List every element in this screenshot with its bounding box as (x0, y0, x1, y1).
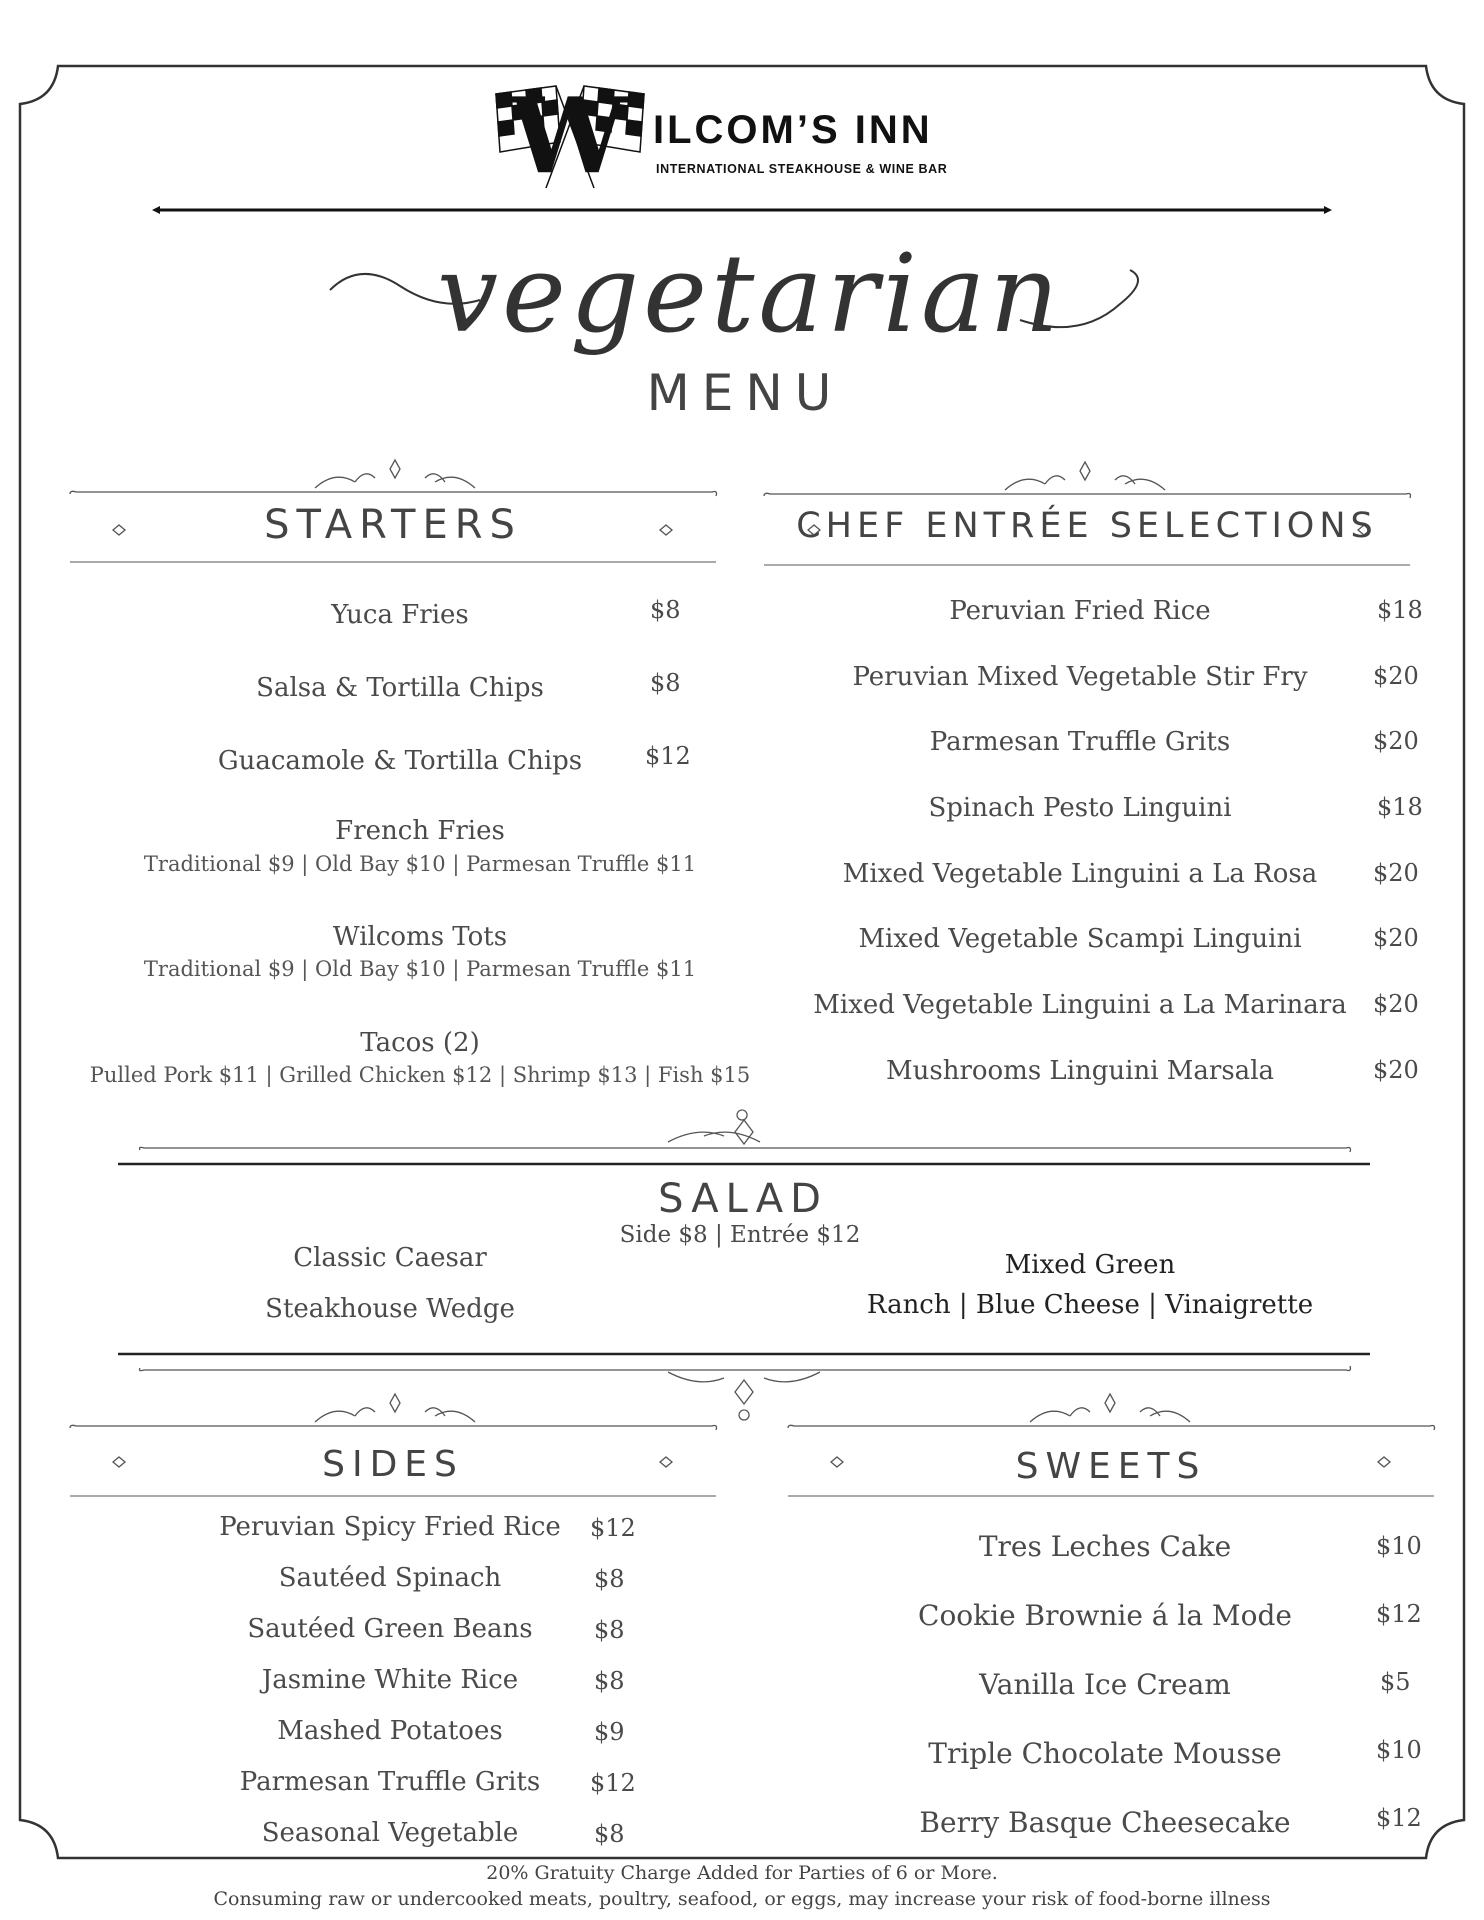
brand-name: ILCOM’S INN (653, 108, 933, 152)
starter-variant-options: Traditional $9 | Old Bay $10 | Parmesan Truffle $11 (143, 852, 697, 876)
entree-item-name: Mixed Vegetable Linguini a La Rosa (842, 859, 1318, 889)
entree-item-price: $18 (1377, 596, 1423, 624)
starters-heading: STARTERS (264, 502, 522, 548)
side-item-name: Mashed Potatoes (277, 1716, 503, 1746)
salad-item-name: Steakhouse Wedge (265, 1294, 515, 1324)
side-item-name: Peruvian Spicy Fried Rice (219, 1512, 561, 1542)
sweet-item-name: Triple Chocolate Mousse (928, 1737, 1282, 1770)
starter-item-price: $12 (645, 742, 691, 770)
entree-item-name: Mushrooms Linguini Marsala (885, 1056, 1275, 1086)
entree-item-name: Spinach Pesto Linguini (928, 793, 1232, 823)
page-subtitle: MENU (646, 364, 844, 422)
entree-item-price: $20 (1373, 990, 1419, 1018)
salad-dressing-options: Ranch | Blue Cheese | Vinaigrette (866, 1290, 1314, 1320)
side-item-price: $9 (594, 1718, 625, 1746)
salad-item-name: Classic Caesar (293, 1243, 487, 1273)
starter-variant-name: Wilcoms Tots (332, 922, 508, 952)
side-item-price: $8 (594, 1565, 625, 1593)
logo-letter: W (510, 74, 627, 197)
side-item-name: Sautéed Spinach (278, 1563, 502, 1593)
starter-variant-options: Traditional $9 | Old Bay $10 | Parmesan Truffle $11 (143, 957, 697, 981)
sweet-item-name: Berry Basque Cheesecake (919, 1806, 1291, 1839)
entree-item-price: $20 (1373, 924, 1419, 952)
starter-variant-name: Tacos (2) (360, 1028, 480, 1058)
sweet-item-price: $12 (1376, 1600, 1422, 1628)
sweet-item-price: $12 (1376, 1804, 1422, 1832)
sweet-item-price: $10 (1376, 1532, 1422, 1560)
entree-item-name: Mixed Vegetable Linguini a La Marinara (813, 990, 1347, 1020)
starter-variant-options: Pulled Pork $11 | Grilled Chicken $12 | Shrimp $13 | Fish $15 (89, 1063, 751, 1087)
starter-item-price: $8 (650, 596, 681, 624)
entree-item-price: $20 (1373, 1056, 1419, 1084)
sweet-item-price: $10 (1376, 1736, 1422, 1764)
sweet-item-name: Tres Leches Cake (978, 1530, 1232, 1563)
side-item-name: Jasmine White Rice (261, 1665, 519, 1695)
sweet-item-name: Cookie Brownie á la Mode (918, 1599, 1292, 1632)
salad-mixed-green: Mixed Green (1004, 1250, 1176, 1280)
entree-item-name: Mixed Vegetable Scampi Linguini (858, 924, 1302, 954)
entree-item-name: Peruvian Mixed Vegetable Stir Fry (852, 662, 1308, 692)
sweet-item-name: Vanilla Ice Cream (979, 1668, 1231, 1701)
starter-item-name: Salsa & Tortilla Chips (256, 673, 544, 703)
sweet-item-price: $5 (1380, 1668, 1411, 1696)
side-item-price: $12 (590, 1514, 636, 1542)
side-item-name: Seasonal Vegetable (261, 1818, 519, 1848)
side-item-price: $8 (594, 1616, 625, 1644)
side-item-price: $8 (594, 1820, 625, 1848)
starter-item-name: Guacamole & Tortilla Chips (217, 746, 583, 776)
entrees-heading: CHEF ENTRÉE SELECTIONS (796, 506, 1378, 546)
side-item-price: $8 (594, 1667, 625, 1695)
entree-item-price: $20 (1373, 859, 1419, 887)
starter-item-name: Yuca Fries (331, 600, 469, 630)
gratuity-note: 20% Gratuity Charge Added for Parties of 6 or More. (486, 1862, 998, 1884)
entree-item-price: $18 (1377, 793, 1423, 821)
page-title: vegetarian (437, 232, 1063, 357)
food-safety-warning: Consuming raw or undercooked meats, poultry, seafood, or eggs, may increase your risk of food-borne illness (213, 1888, 1271, 1910)
side-item-price: $12 (590, 1769, 636, 1797)
entree-item-price: $20 (1373, 727, 1419, 755)
sides-heading: SIDES (322, 1444, 464, 1485)
starter-variant-name: French Fries (335, 816, 505, 846)
entree-item-price: $20 (1373, 662, 1419, 690)
entree-item-name: Parmesan Truffle Grits (929, 727, 1231, 757)
side-item-name: Parmesan Truffle Grits (239, 1767, 541, 1797)
entree-item-name: Peruvian Fried Rice (949, 596, 1211, 626)
salad-pricing: Side $8 | Entrée $12 (619, 1222, 861, 1248)
salad-heading: SALAD (658, 1176, 828, 1222)
brand-tagline: INTERNATIONAL STEAKHOUSE & WINE BAR (656, 162, 948, 176)
sweets-heading: SWEETS (1015, 1446, 1207, 1487)
starter-item-price: $8 (650, 669, 681, 697)
side-item-name: Sautéed Green Beans (247, 1614, 533, 1644)
